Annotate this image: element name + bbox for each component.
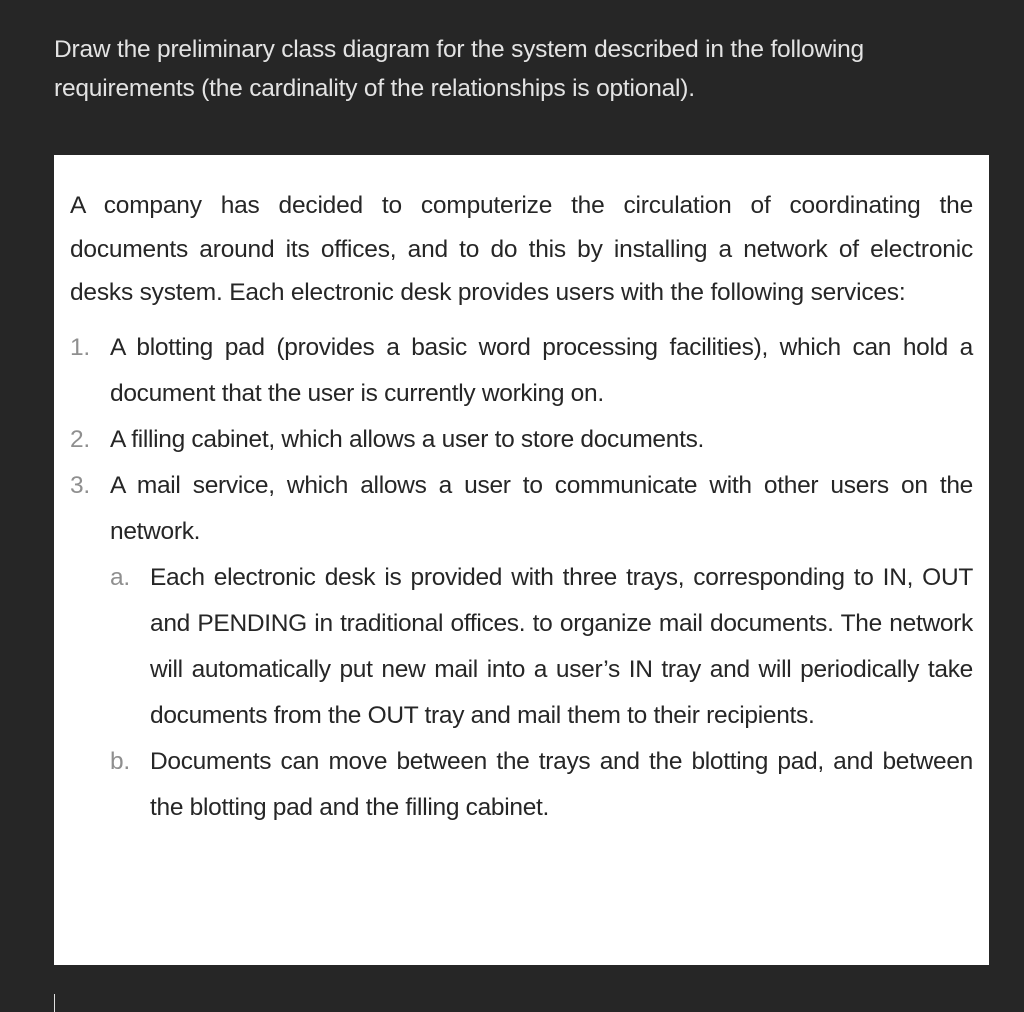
requirements-document — [54, 155, 989, 965]
list-item-text: A blotting pad (provides a basic word processing facilities), which can hold a document that the user is currently working on. — [110, 333, 973, 407]
list-item — [70, 325, 973, 417]
sub-list-marker: b. — [110, 747, 130, 775]
list-marker: 1. — [70, 333, 90, 361]
question-text: Draw the preliminary class diagram for the system described in the following requirements (the cardinality of the relationships is optional). — [54, 36, 864, 102]
sub-list-marker: a. — [110, 563, 130, 591]
list-item-text: A filling cabinet, which allows a user to store documents. — [110, 425, 705, 453]
list-item — [70, 417, 973, 463]
sub-list — [110, 555, 973, 831]
sub-list-item — [110, 555, 973, 739]
sub-list-item-text: Each electronic desk is provided with three trays, corresponding to IN, OUT and PENDING in traditional offices. to organize mail documents. The network will automatically put new mail into a user’s IN tray and will periodically take documents from the OUT tray and mail them to their recipients. — [150, 563, 973, 729]
sub-list-item-text: Documents can move between the trays and the blotting pad, and between the blotting pad and the filling cabinet. — [150, 747, 973, 821]
text-cursor[interactable] — [54, 994, 55, 1012]
list-marker: 3. — [70, 471, 90, 499]
list-item — [70, 463, 973, 831]
list-marker: 2. — [70, 425, 90, 453]
sub-list-item — [110, 739, 973, 831]
list-item-text: A mail service, which allows a user to communicate with other users on the network. — [110, 471, 973, 545]
services-list — [70, 325, 973, 831]
intro-paragraph: A company has decided to computerize the circulation of coordinating the documents around its offices, and to do this by installing a network of electronic desks system. Each electronic desk provides users with the following services: — [70, 192, 973, 306]
